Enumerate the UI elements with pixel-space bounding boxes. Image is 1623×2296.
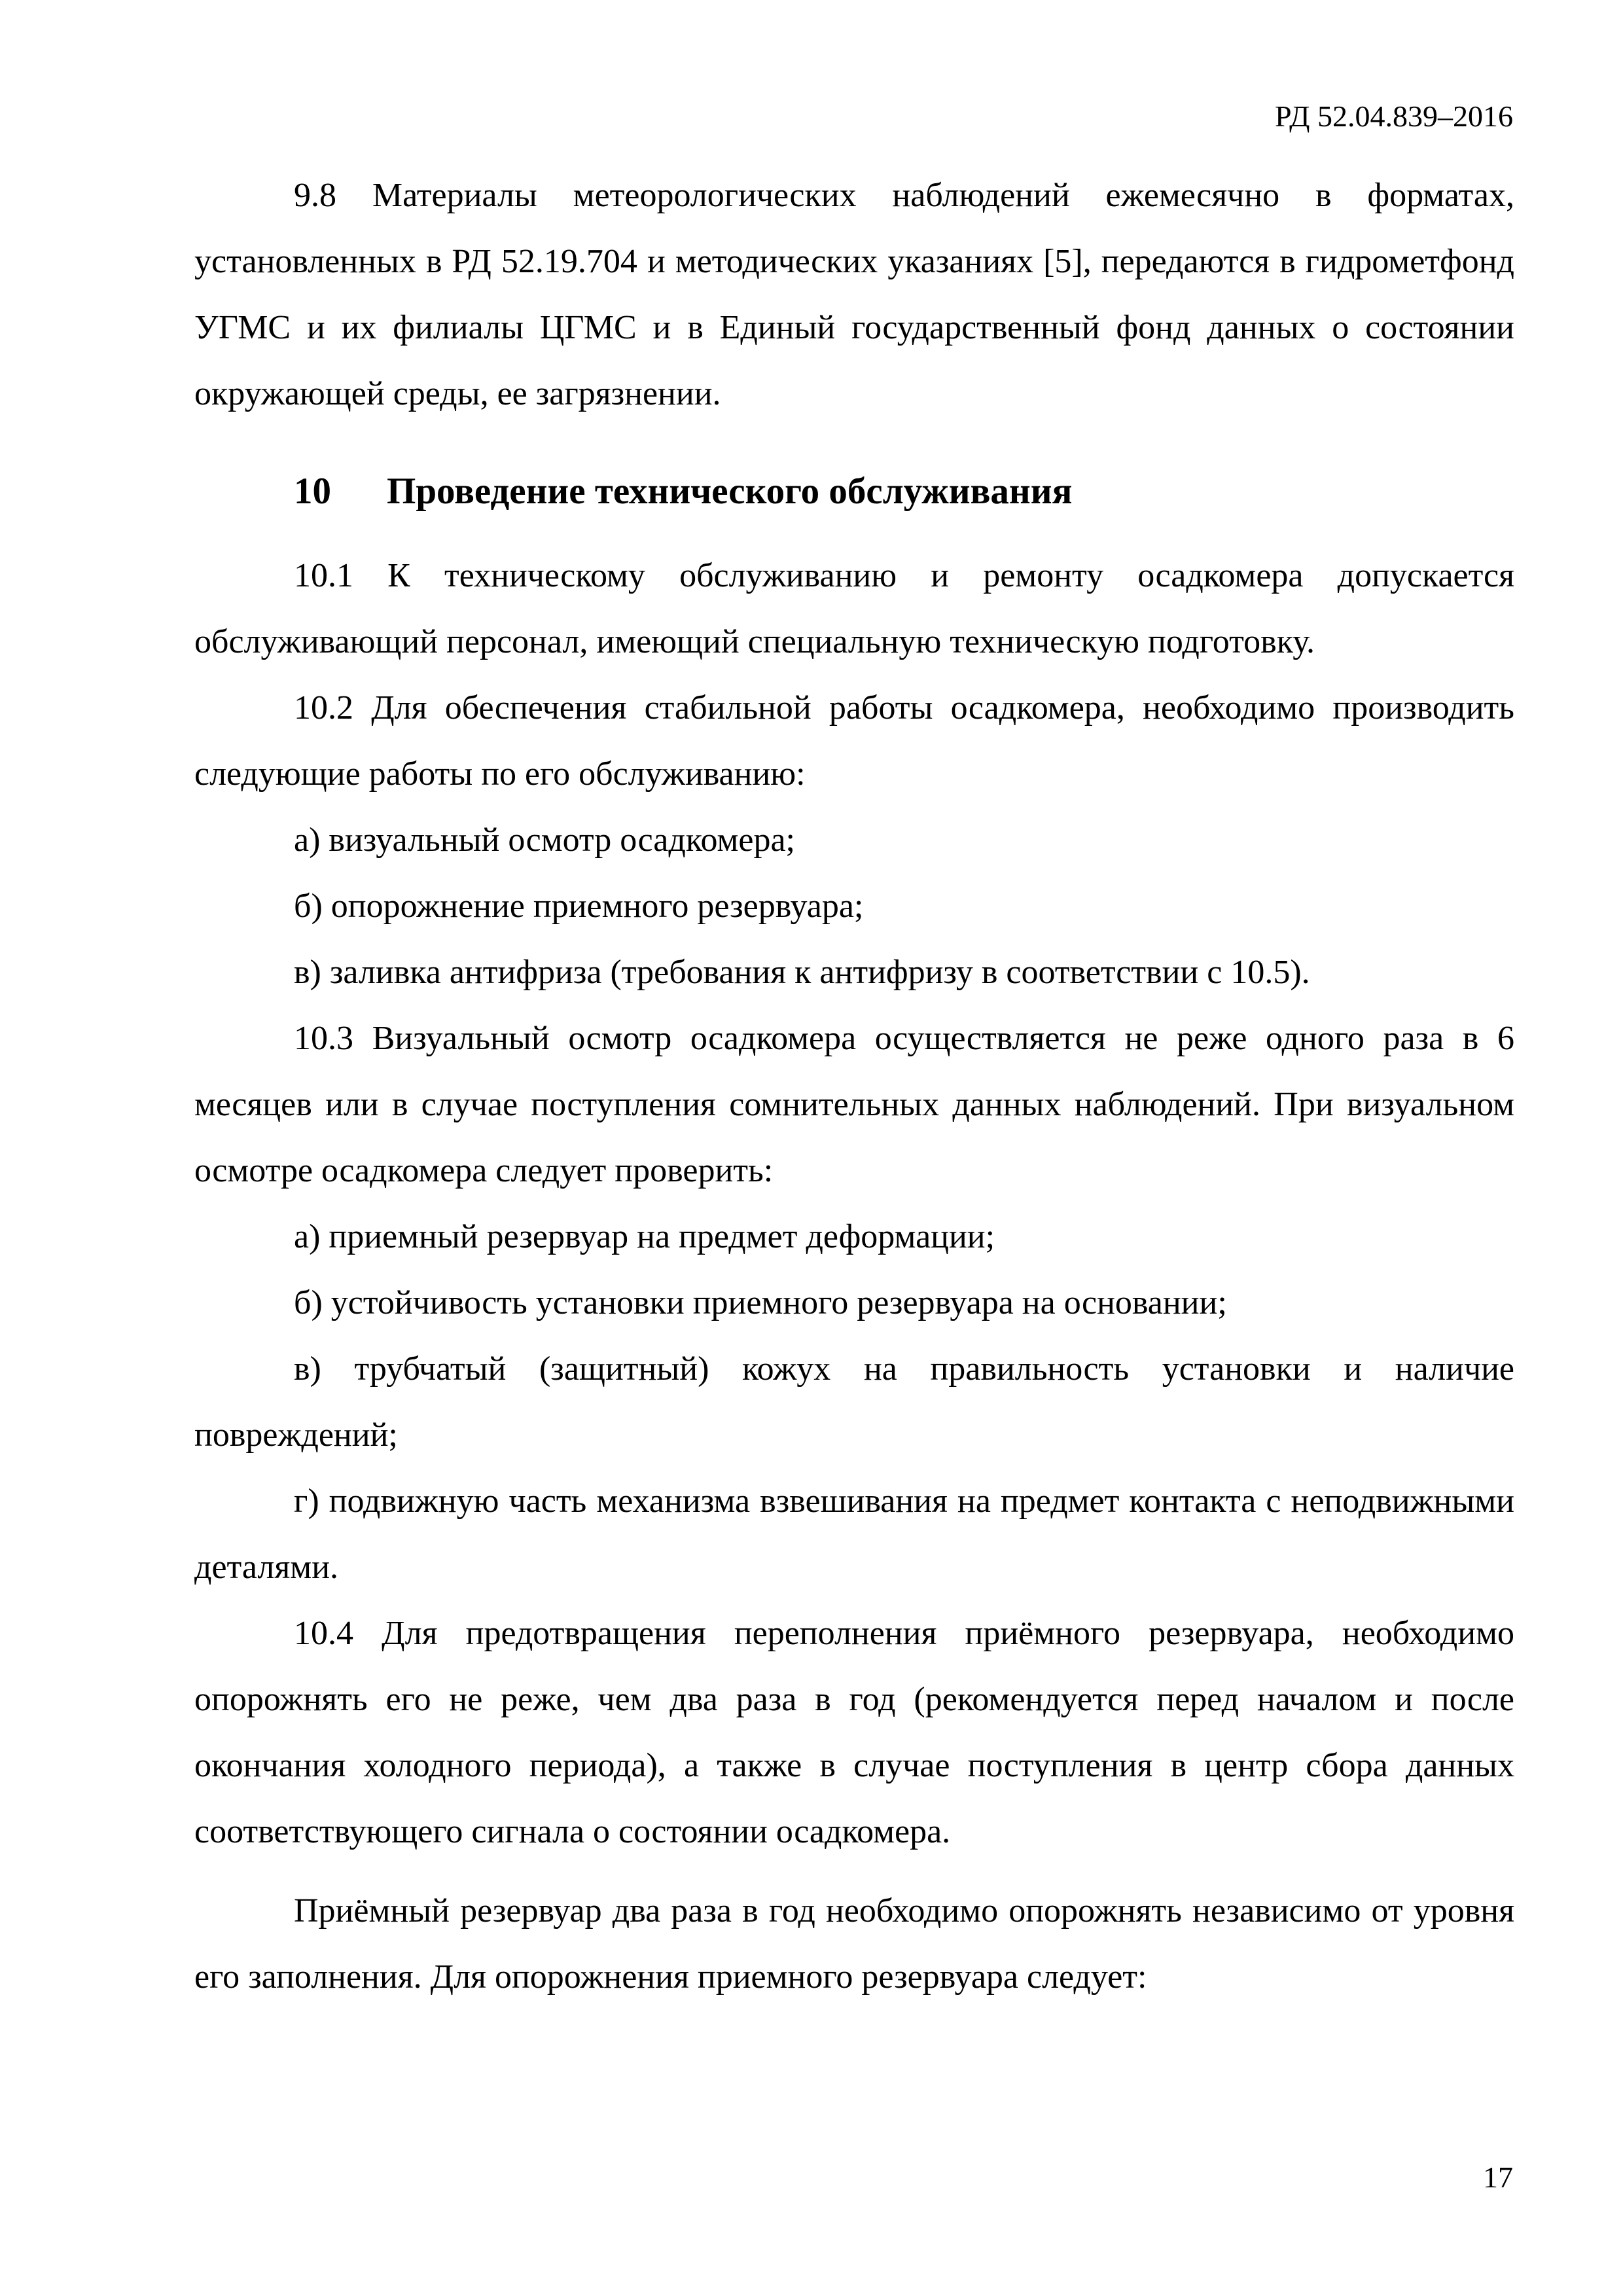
section-title: Проведение технического обслуживания [387,471,1073,512]
list-item-10-3-a: а) приемный резервуар на предмет деформации; [294,1218,995,1255]
section-heading [194,458,1514,524]
page-number: 17 [1483,2161,1513,2194]
list-item-10-2-c: в) заливка антифриза (требования к антифризу в соответствии с 10.5). [294,954,1310,991]
paragraph-10-2: 10.2 Для обеспечения стабильной работы осадкомера, необходимо производить следующие работы по его обслуживанию: [194,689,1514,793]
section-number: 10 [294,471,331,512]
list-item-10-3-b: б) устойчивость установки приемного резервуара на основании; [294,1284,1227,1321]
list-item-10-2-a: а) визуальный осмотр осадкомера; [294,821,795,859]
paragraph-10-3: 10.3 Визуальный осмотр осадкомера осуществляется не реже одного раза в 6 месяцев или в случае поступления сомнительных данных наблюдений. При визуальном осмотре осадкомера следует проверить: [194,1020,1514,1189]
list-item-10-3-c: в) трубчатый (защитный) кожух на правильность установки и наличие повреждений; [194,1350,1514,1454]
list-item-10-3-d: г) подвижную часть механизма взвешивания на предмет контакта с неподвижными деталями. [194,1482,1514,1586]
paragraph-9-8: 9.8 Материалы метеорологических наблюдений ежемесячно в форматах, установленных в РД 52.19.704 и методических указаниях [5], передаются в гидрометфонд УГМС и их филиалы ЦГМС и в Единый государственный фонд данных о состоянии окружающей среды, ее загрязнении. [194,177,1514,412]
page-content [194,162,1514,2010]
paragraph-10-1: 10.1 К техническому обслуживанию и ремонту осадкомера допускается обслуживающий персонал, имеющий специальную техническую подготовку. [194,557,1514,660]
list-item-10-2-b: б) опорожнение приемного резервуара; [294,888,864,925]
paragraph-10-4: 10.4 Для предотвращения переполнения приёмного резервуара, необходимо опорожнять его не реже, чем два раза в год (рекомендуется перед началом и после окончания холодного периода), а также в случае поступления в центр сбора данных соответствующего сигнала о состоянии осадкомера. [194,1615,1514,1850]
paragraph-10-4-continued: Приёмный резервуар два раза в год необходимо опорожнять независимо от уровня его заполнения. Для опорожнения приемного резервуара следует: [194,1892,1514,1996]
document-code: РД 52.04.839–2016 [1274,99,1513,133]
